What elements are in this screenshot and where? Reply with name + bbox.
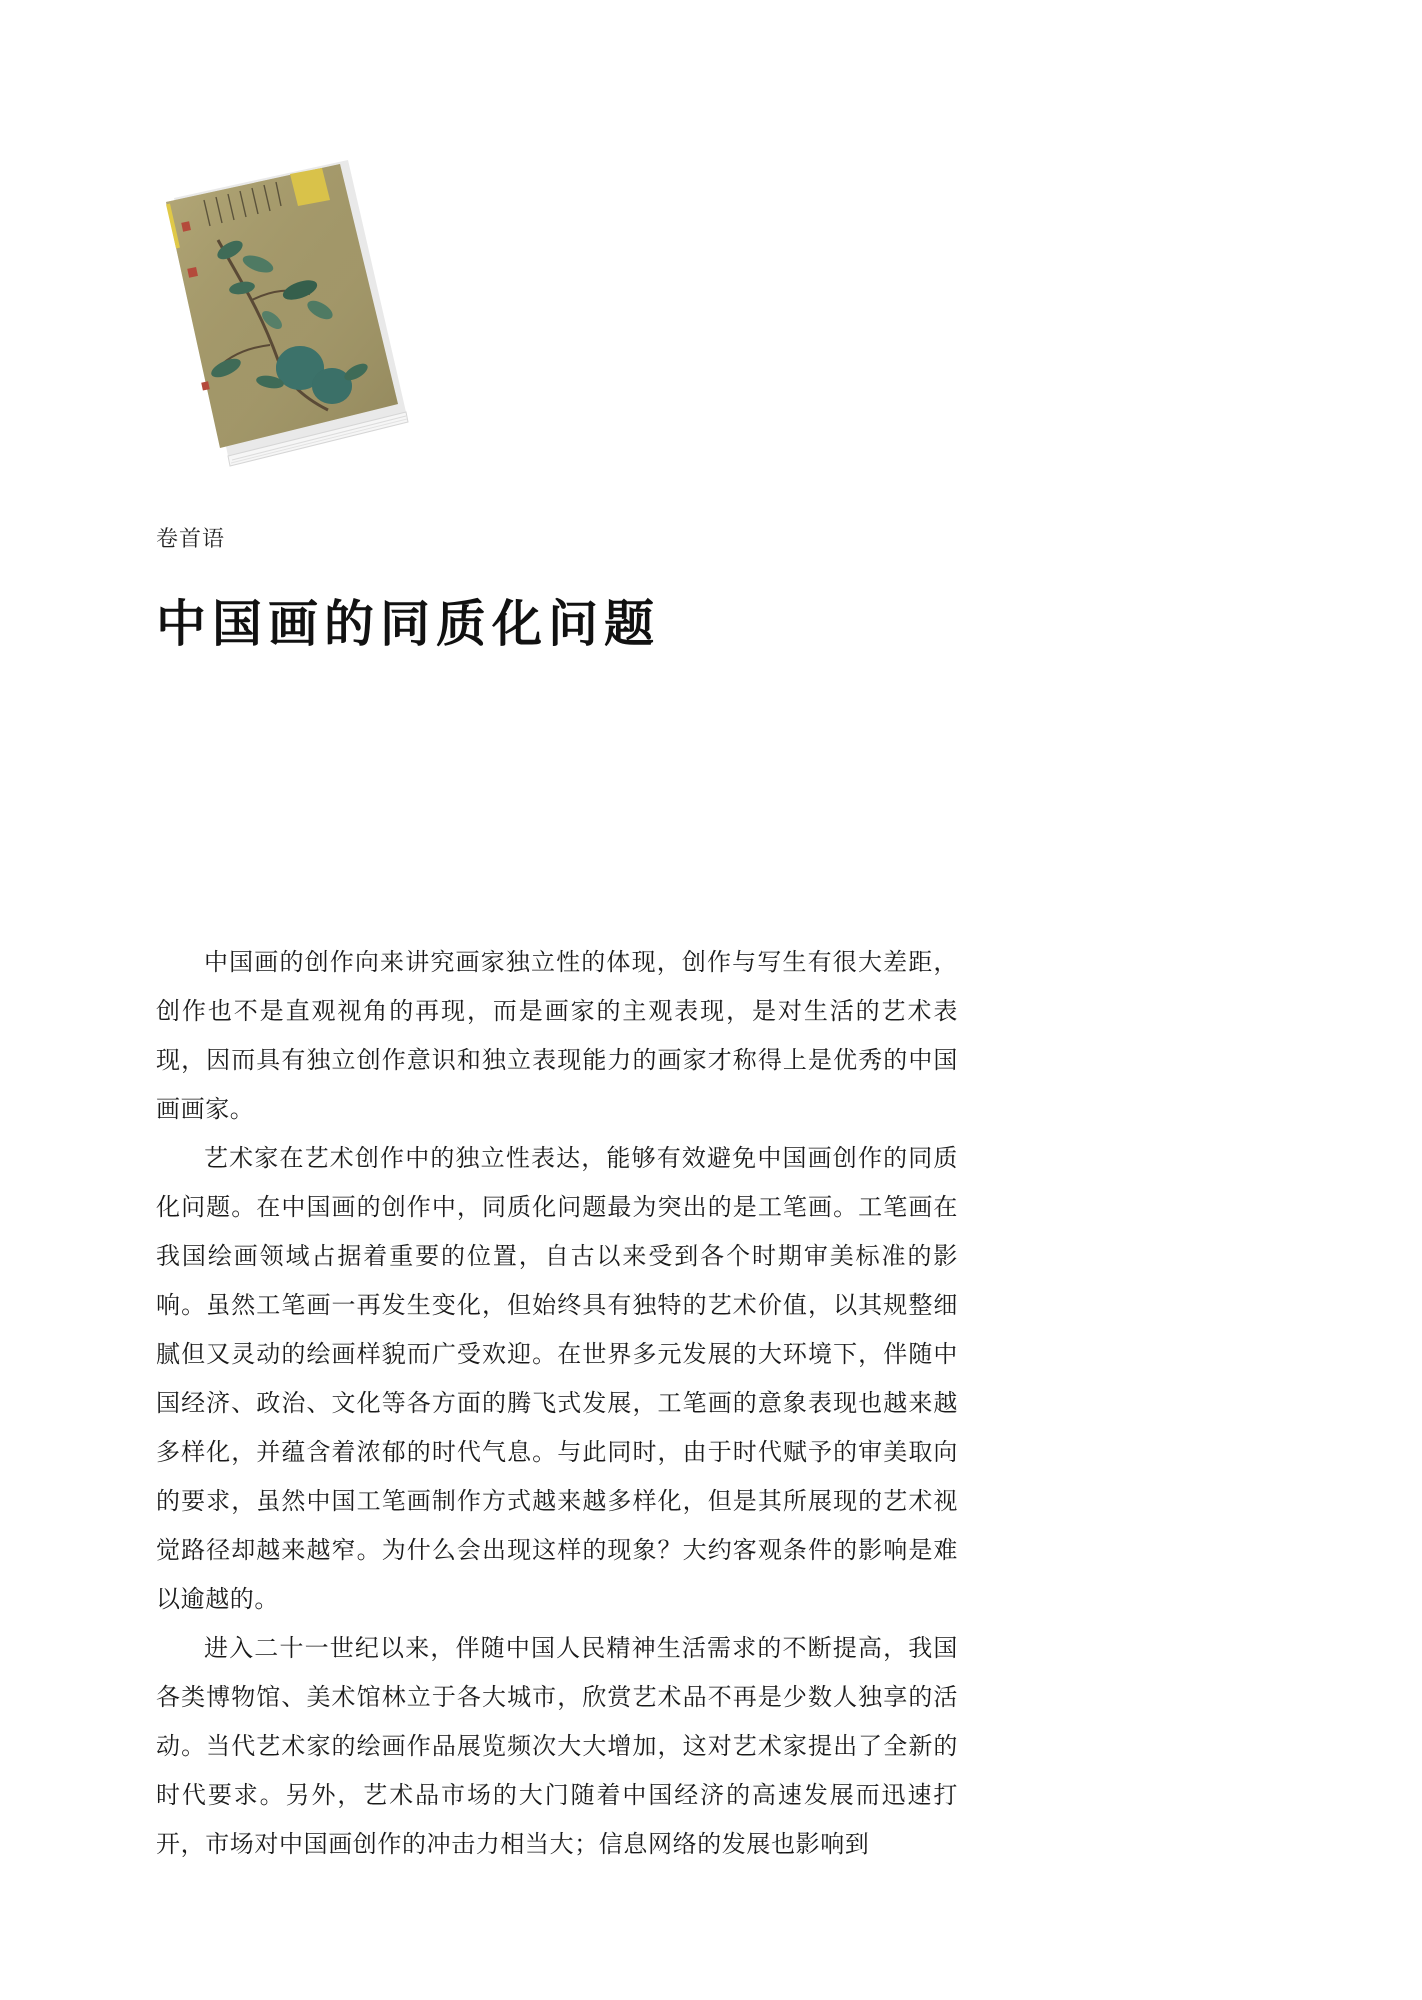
body-paragraph: 艺术家在艺术创作中的独立性表达，能够有效避免中国画创作的同质化问题。在中国画的创作中，同质化问题最为突出的是工笔画。工笔画在我国绘画领域占据着重要的位置，自古以来受到各个时期审美标准的影响。虽然工笔画一再发生变化，但始终具有独特的艺术价值，以其规整细腻但又灵动的绘画样貌而广受欢迎。在世界多元发展的大环境下，伴随中国经济、政治、文化等各方面的腾飞式发展，工笔画的意象表现也越来越多样化，并蕴含着浓郁的时代气息。与此同时，由于时代赋予的审美取向的要求，虽然中国工笔画制作方式越来越多样化，但是其所展现的艺术视觉路径却越来越窄。为什么会出现这样的现象？大约客观条件的影响是难以逾越的。 bbox=[156, 1144, 958, 1613]
body-paragraph: 进入二十一世纪以来，伴随中国人民精神生活需求的不断提高，我国各类博物馆、美术馆林立于各大城市，欣赏艺术品不再是少数人独享的活动。当代艺术家的绘画作品展览频次大大增加，这对艺术家提出了全新的时代要求。另外，艺术品市场的大门随着中国经济的高速发展而迅速打开，市场对中国画创作的冲击力相当大；信息网络的发展也影响到 bbox=[156, 1634, 958, 1858]
section-label: 卷首语 bbox=[156, 527, 226, 552]
article-body bbox=[156, 938, 958, 1869]
article-title: 中国画的同质化问题 bbox=[156, 594, 660, 653]
body-paragraph: 中国画的创作向来讲究画家独立性的体现，创作与写生有很大差距，创作也不是直观视角的再现，而是画家的主观表现，是对生活的艺术表现，因而具有独立创作意识和独立表现能力的画家才称得上是优秀的中国画画家。 bbox=[156, 948, 958, 1123]
book-cover-illustration bbox=[160, 160, 410, 470]
